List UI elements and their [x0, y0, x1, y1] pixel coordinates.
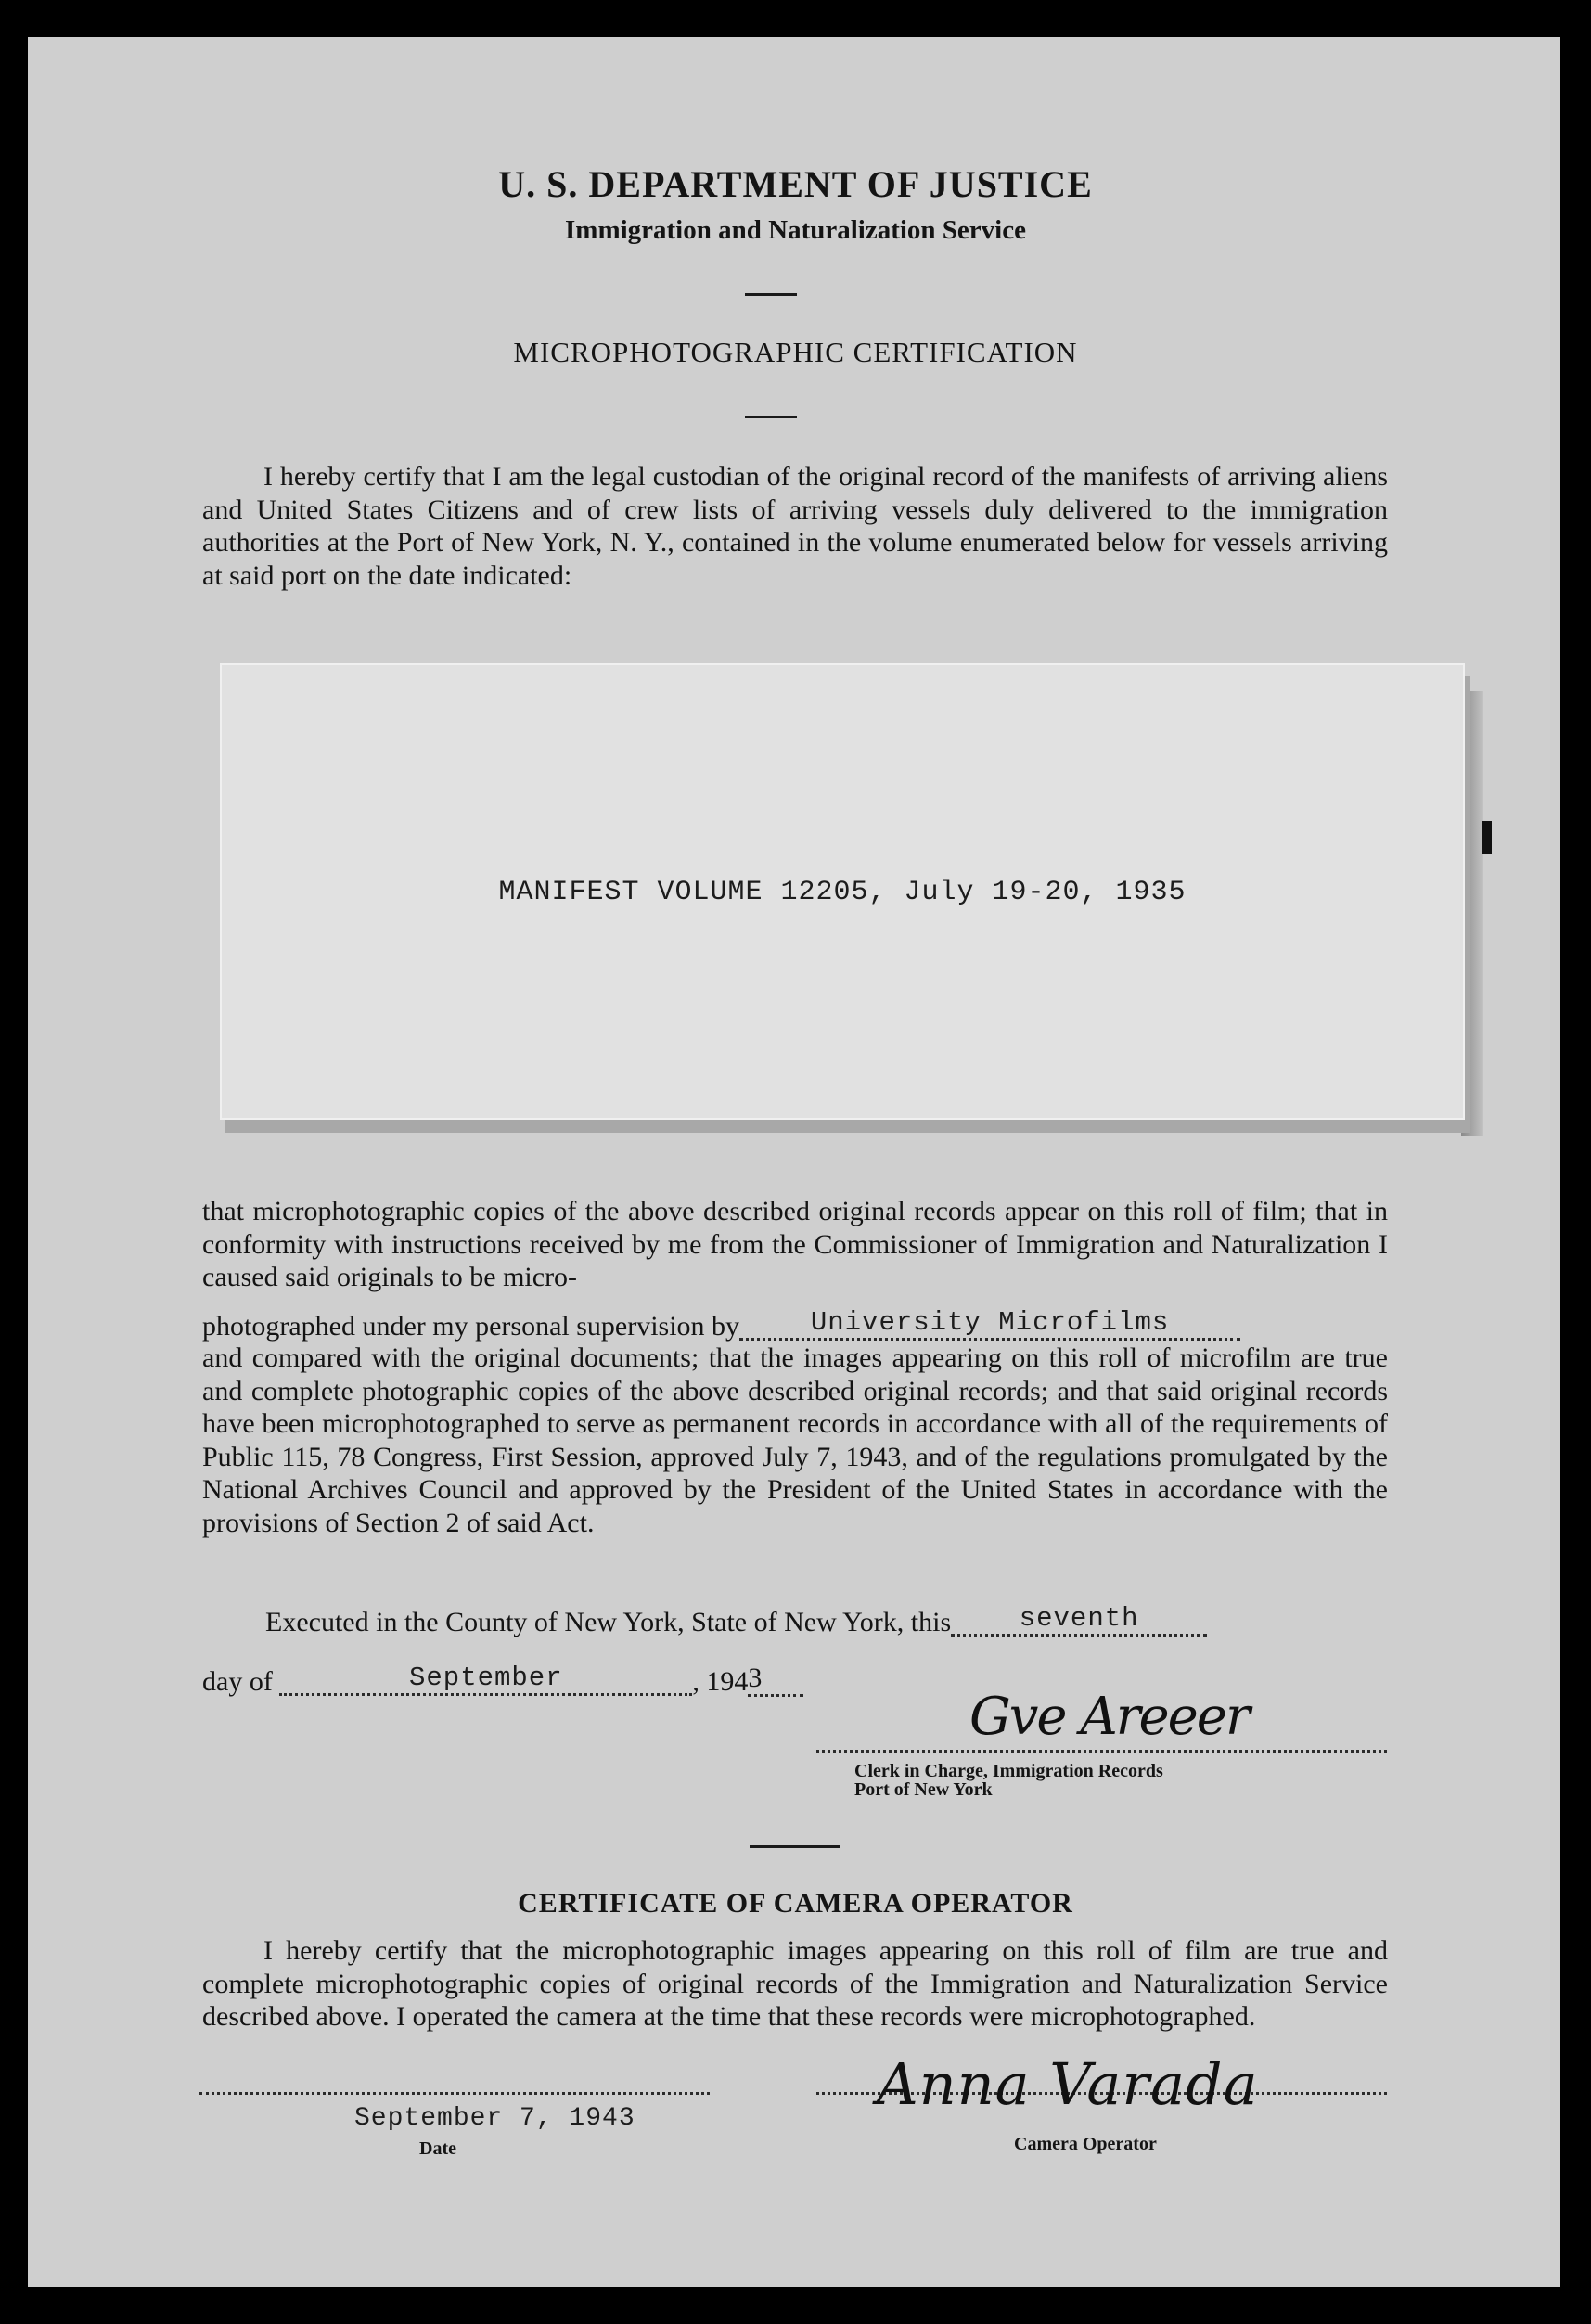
month-value: September	[408, 1663, 563, 1693]
camera-date-line	[199, 2092, 710, 2095]
operator-label: Camera Operator	[1014, 2134, 1157, 2154]
year-suffix: 3	[748, 1663, 763, 1693]
executed-day-value: seventh	[1019, 1603, 1139, 1634]
certification-title: MICROPHOTOGRAPHIC CERTIFICATION	[513, 336, 1078, 368]
clerk-title-line2: Port of New York	[854, 1779, 993, 1800]
department-heading: U. S. DEPARTMENT OF JUSTICE	[498, 163, 1093, 205]
photographer-field	[739, 1305, 1240, 1341]
day-of-label: day of	[202, 1666, 273, 1697]
photographer-value: University Microfilms	[810, 1307, 1170, 1338]
executed-row	[265, 1603, 1388, 1642]
operator-signature: Anna Varada	[877, 2050, 1259, 2118]
clerk-signature-line	[816, 1750, 1387, 1753]
year-field	[748, 1663, 803, 1697]
body-paragraph-part3: and compared with the original documents; that the images appearing on this roll of microfilm are true and complete photographic copies of the above described original records; and that said original records have been microphotographed to serve as permanent records in accordance with all of the requirements of Public 115, 78 Congress, First Session, approved July 7, 1943, and of the regulations promulgated by the National Archives Council and approved by the President of the United States in accordance with the provisions of Section 2 of said Act.	[202, 1342, 1388, 1538]
camera-date-value: September 7, 1943	[354, 2104, 635, 2133]
month-field	[279, 1661, 692, 1696]
intro-paragraph: I hereby certify that I am the legal custodian of the original record of the manifests of arriving aliens and United States Citizens and of crew lists of arriving vessels duly delivered to the immigration authorities at the Port of New York, N. Y., contained in the volume enumerated below for vessels arriving at said port on the date indicated:	[202, 461, 1388, 591]
body-paragraph-part1: that microphotographic copies of the above described original records appear on this roll of film; that in conformity with instructions received by me from the Commissioner of Immigration and Naturalization I caused said originals to be micro-	[202, 1196, 1388, 1292]
volume-card-text: MANIFEST VOLUME 12205, July 19-20, 1935	[498, 877, 1187, 908]
divider-rule	[745, 293, 797, 296]
camera-heading: CERTIFICATE OF CAMERA OPERATOR	[518, 1888, 1073, 1919]
camera-paragraph: I hereby certify that the microphotographic images appearing on this roll of film are true and complete microphotographic copies of original records of the Immigration and Naturalization Service described above. I operated the camera at the time that these records were microphotographed.	[202, 1935, 1388, 2032]
photographer-lead: photographed under my personal supervision by	[202, 1311, 740, 1342]
volume-card	[220, 663, 1465, 1120]
executed-lead: Executed in the County of New York, State of New York, this	[265, 1607, 952, 1637]
executed-day-field	[951, 1601, 1207, 1637]
clerk-title-line1: Clerk in Charge, Immigration Records	[854, 1761, 1163, 1781]
clerk-signature: Gve Areeer	[969, 1687, 1249, 1747]
divider-rule	[745, 416, 797, 418]
date-label: Date	[419, 2138, 456, 2159]
divider-rule	[750, 1845, 840, 1848]
year-prefix: , 194	[692, 1666, 749, 1697]
film-mark	[1482, 821, 1492, 854]
service-heading: Immigration and Naturalization Service	[565, 215, 1026, 245]
